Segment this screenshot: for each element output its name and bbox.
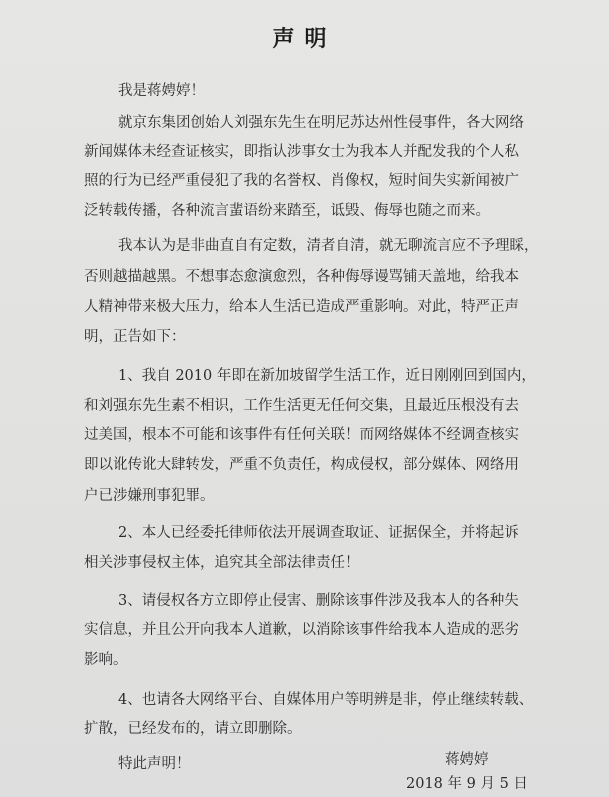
item-2-line: 2、本人已经委托律师依法开展调查取证、证据保全，并将起诉 (118, 525, 519, 541)
item-2-line: 相关涉事侵权主体，追究其全部法律责任！ (84, 555, 360, 571)
item-1-line: 过美国，根本不可能和该事件有任何关联！而网络媒体不经调查核实 (84, 427, 519, 443)
greeting-line: 我是蒋娉婷！ (118, 83, 205, 99)
item-1-line: 即以讹传讹大肆转发，严重不负责任，构成侵权，部分媒体、网络用 (84, 457, 519, 473)
paragraph-1-line: 泛转载传播，各种流言蜚语纷来踏至，诋毁、侮辱也随之而来。 (84, 203, 490, 219)
paragraph-2-line: 明，正告如下： (84, 329, 186, 345)
item-3-line: 影响。 (84, 652, 128, 668)
item-1-line: 1、我自 2010 年即在新加坡留学生活工作，近日刚刚回到国内， (118, 368, 536, 384)
paragraph-1-line: 新闻媒体未经查证核实，即指认涉事女士为我本人并配发我的个人私 (84, 144, 519, 160)
paragraph-2-line: 人精神带来极大压力，给本人生活已造成严重影响。对此，特严正声 (84, 299, 519, 315)
item-4-line: 扩散，已经发布的，请立即删除。 (84, 721, 302, 737)
item-3-line: 3、请侵权各方立即停止侵害、删除该事件涉及我本人的各种失 (118, 593, 519, 609)
item-1-line: 和刘强东先生素不相识，工作生活更无任何交集，且最近压根没有去 (84, 398, 519, 414)
paragraph-2-line: 我本认为是非曲直自有定数，清者自清，就无聊流言应不予理睬， (118, 238, 539, 254)
paragraph-1-line: 照的行为已经严重侵犯了我的名誉权、肖像权，短时间失实新闻被广 (84, 173, 519, 189)
paragraph-2-line: 否则越描越黑。不想事态愈演愈烈，各种侮辱谩骂铺天盖地，给我本 (84, 269, 519, 285)
item-4-line: 4、也请各大网络平台、自媒体用户等明辨是非，停止继续转载、 (118, 692, 534, 708)
item-3-line: 实信息，并且公开向我本人道歉，以消除该事件给我本人造成的恶劣 (84, 622, 519, 638)
closing-line: 特此声明！ (118, 756, 191, 772)
signature-name: 蒋娉婷 (445, 752, 489, 768)
document-title: 声明 (272, 26, 337, 52)
item-1-line: 户已涉嫌刑事犯罪。 (84, 488, 215, 504)
signature-date: 2018 年 9 月 5 日 (406, 776, 528, 792)
paragraph-1-line: 就京东集团创始人刘强东先生在明尼苏达州性侵事件，各大网络 (118, 115, 524, 131)
